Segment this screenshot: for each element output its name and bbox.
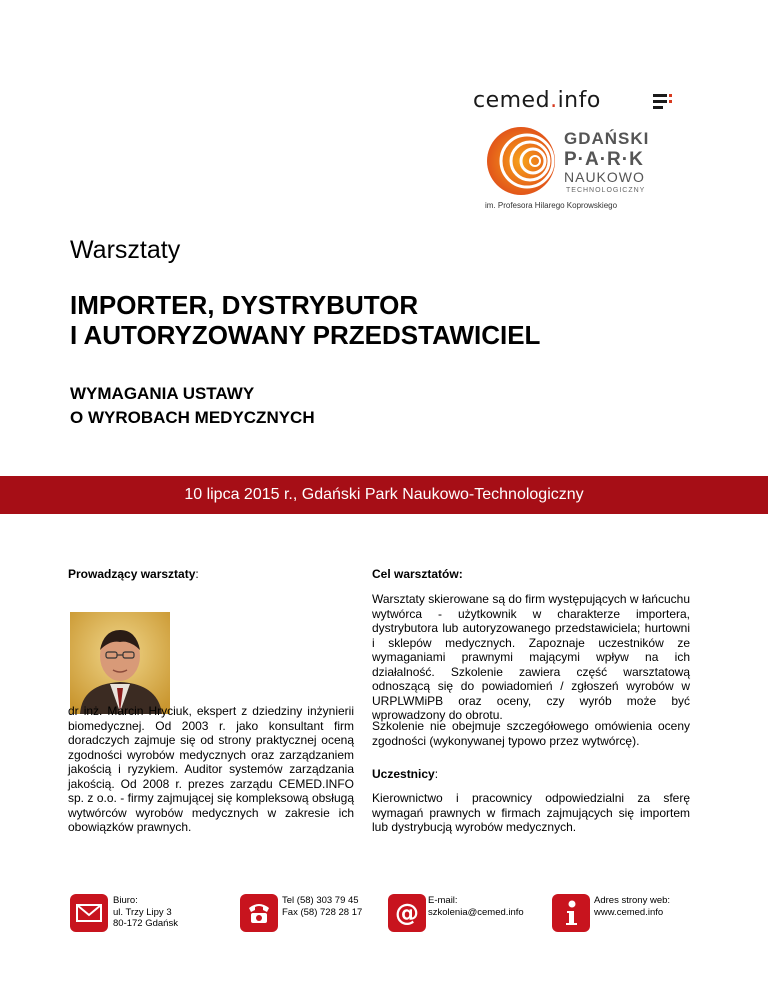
park-line2: P·A·R·K xyxy=(564,149,644,170)
participants-paragraph: Kierownictwo i pracownicy odpowiedzialni za sferę wymagań prawnych w firmach zajmujących się importem lub dystrybucją wyrobów medycznych. xyxy=(372,791,690,834)
park-line3: NAUKOWO xyxy=(564,169,645,185)
scope-paragraph: Szkolenie nie obejmuje szczegółowego omówienia oceny zgodności (wykonywanej typowo przez wytwórcę). xyxy=(372,719,690,748)
title-line-2: I AUTORYZOWANY PRZEDSTAWICIEL xyxy=(70,320,541,350)
page-subtitle xyxy=(70,382,315,430)
trainer-photo xyxy=(70,612,170,714)
park-spiral-icon xyxy=(485,125,557,197)
footer-phone: Tel (58) 303 79 45 Fax (58) 728 28 17 xyxy=(282,895,363,918)
goal-header: Cel warsztatów: xyxy=(372,567,463,581)
footer-email: E-mail: szkolenia@cemed.info xyxy=(428,895,524,918)
cemed-logo-text: cemed.info xyxy=(473,88,601,113)
page-title xyxy=(70,290,540,350)
trainer-bio: dr inż. Marcin Hryciuk, ekspert z dziedziny inżynierii biomedycznej. Od 2003 r. jako konsultant firm doradczych zajmuje się od strony praktycznej oceną zgodności wyrobów medycznych oraz zarządzaniem jakością i ryzykiem. Auditor systemów zarządzania jakością. Od 2008 r. prezes zarządu CEMED.INFO sp. z o.o. - firmy zajmującej się kompleksową obsługą wytwórców wyrobów medycznych w zakresie ich obowiązków prawnych. xyxy=(68,704,354,834)
info-icon xyxy=(552,894,590,932)
park-line4: TECHNOLOGICZNY xyxy=(566,187,646,194)
cemed-mark-icon xyxy=(653,92,675,112)
workshop-kicker: Warsztaty xyxy=(70,236,181,264)
svg-text:@: @ xyxy=(395,899,419,927)
envelope-icon xyxy=(70,894,108,932)
park-patron: im. Profesora Hilarego Koprowskiego xyxy=(485,201,618,210)
goal-paragraph: Warsztaty skierowane są do firm występujących w łańcuchu wytwórca - użytkownik w charakterze importera, dystrybutora lub autoryzowanego przedstawiciela; hurtowni i sklepów medycznych. Zapoznaje uczestników ze wymaganiami prawnymi mającymi wpływ na ich działalność. Szkolenie zawiera część warsztatową odnoszącą się do powiadomień / zgłoszeń wyrobów w URPLWMiPB oraz oceny, czy wyrób może być wprowadzony do obrotu. xyxy=(372,592,690,722)
trainer-header: Prowadzący warsztaty: xyxy=(68,567,199,581)
date-banner-text: 10 lipca 2015 r., Gdański Park Naukowo-Technologiczny xyxy=(184,486,584,503)
phone-icon xyxy=(240,894,278,932)
subtitle-line-1: WYMAGANIA USTAWY xyxy=(70,384,255,403)
park-line1: GDAŃSKI xyxy=(564,129,650,148)
footer-address: Biuro: ul. Trzy Lipy 3 80-172 Gdańsk xyxy=(113,895,178,929)
footer-web: Adres strony web: www.cemed.info xyxy=(594,895,671,918)
title-line-1: IMPORTER, DYSTRYBUTOR xyxy=(70,290,419,320)
at-icon xyxy=(388,894,426,932)
cemed-logo xyxy=(473,88,673,114)
gdanski-park-logo xyxy=(480,121,698,221)
date-banner xyxy=(0,476,768,514)
subtitle-line-2: O WYROBACH MEDYCZNYCH xyxy=(70,408,315,427)
participants-header: Uczestnicy: xyxy=(372,767,439,781)
